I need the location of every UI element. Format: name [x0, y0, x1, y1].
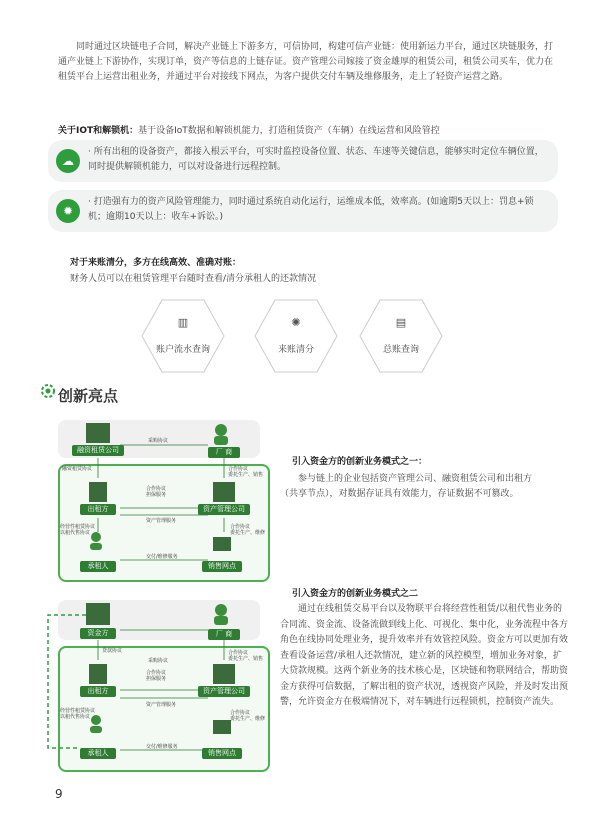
note-asset: 资产管理服务	[146, 518, 177, 524]
hex-label: 来账清分	[277, 345, 314, 355]
bar-chart-icon: ▥	[177, 316, 189, 329]
iot-line	[58, 124, 560, 139]
section-title: 创新亮点	[58, 387, 119, 405]
note-coop3: 合作协议 委托生产、维修	[230, 710, 266, 722]
node-outlet: 销售网点	[202, 748, 242, 759]
page-number: 9	[55, 787, 63, 801]
iot-text: 基于设备IoT数据和解锁机能力，打造租赁资产（车辆）在线运营和风险管控	[138, 126, 440, 136]
share-icon: ✺	[291, 316, 301, 329]
document-icon: ▤	[395, 316, 407, 329]
settlement-text: 财务人员可以在租赁管理平台随时查看/清分承租人的还款情况	[70, 274, 317, 284]
hex-settlement	[253, 298, 339, 374]
innovation-icon	[40, 383, 56, 399]
note-lease: 融资租赁协议	[62, 466, 93, 472]
note-delivery: 交付/维修服务	[146, 554, 178, 560]
node-lessor: 出租方	[80, 504, 116, 515]
business-diagram-2	[58, 600, 266, 770]
node-renter: 承租人	[80, 748, 116, 759]
gear-icon: ✹	[56, 199, 80, 223]
node-factory: 厂 商	[208, 629, 240, 640]
iot-title: 关于IOT和解锁机：	[58, 126, 139, 136]
note-asset: 资产管理服务	[146, 702, 177, 708]
feature-pill-2	[48, 190, 558, 232]
note-coop: 合作协议 担保服务	[146, 670, 167, 682]
note-coop3: 合作协议 委托生产、维修	[230, 524, 266, 536]
model2-text: 通过在线租赁交易平台以及物联平台将经营性租赁/以租代售业务的合同流、资金流、设备流做到线上化、可视化、集中化，业务流程中各方角色在线协同处理业务，提升效率并有效管控风险。资金方可以更加有效查看设备运营/承租人还款情况，建立新的风控模型，增加业务对象，扩大贷款规模。这两个新业务的技术核心是，区块链和物联网结合，帮助资金方获得可信数据，了解出租的资产状况，透视资产风险，并及时发出预警，允许资金方在极端情况下，对车辆进行远程锁机，控制资产流失。	[280, 604, 569, 707]
note-coop: 合作协议 担保服务	[146, 486, 167, 498]
node-factory: 厂 商	[208, 447, 240, 458]
node-asset-mgmt: 资产管理公司	[198, 504, 250, 515]
node-fund-provider: 资金方	[80, 628, 116, 639]
note-coop2: 合作协议 委托生产、销售	[228, 466, 264, 478]
node-finance-lease: 融资租赁公司	[72, 445, 124, 456]
note-delivery: 交付/维修服务	[146, 744, 178, 750]
hex-ledger	[358, 298, 444, 374]
node-lessor: 出租方	[80, 686, 116, 697]
note-coop2: 合作协议 委托生产、销售	[228, 650, 264, 662]
note-loan: 贷款协议	[102, 648, 123, 654]
cloud-icon: ☁	[56, 149, 80, 173]
pill-text: · 打造强有力的资产风险管理能力，同时通过系统自动化运行，运维成本低，效率高。(如逾期5天以上：罚息+锁机；逾期10天以上：收车+诉讼。)	[88, 197, 534, 222]
model1-text: 参与链上的企业包括资产管理公司、融资租赁公司和出租方（共享节点），对数据存证具有效能力，存证数据不可篡改。	[280, 474, 533, 499]
hex-label: 账户流水查询	[155, 345, 210, 355]
hex-label: 总账查询	[382, 345, 419, 355]
feature-pill-1	[48, 140, 558, 182]
model2-title: 引入资金方的创新业务模式之二	[292, 589, 419, 599]
intro-paragraph: 同时通过区块链电子合同，解决产业链上下游多方，可信协同，构建可信产业链：使用新运力平台，通过区块链服务，打通产业链上下游协作，实现订单，资产等信息的上链存证。资产管理公司嫁接了资金雄厚的租赁公司，租赁公司买车，优力在租赁平台上运营出租业务，并通过平台对接线下网点，为客户提供交付车辆及维修服务，走上了轻资产运营之路。	[58, 42, 554, 82]
node-asset-mgmt: 资产管理公司	[198, 686, 250, 697]
note-oplease: 经营性租赁协议 以租代售协议	[60, 524, 96, 536]
note-purchase: 采购协议	[148, 658, 169, 664]
business-diagram-1	[58, 420, 266, 580]
note-purchase: 采购协议	[148, 438, 169, 444]
pill-text: · 所有出租的设备资产，都接入根云平台，可实时监控设备位置、状态、车速等关键信息，能够实时定位车辆位置，同时提供解锁机能力，可以对设备进行远程控制。	[88, 147, 544, 172]
node-renter: 承租人	[80, 561, 116, 572]
hex-account-flow	[140, 298, 226, 374]
model1-title: 引入资金方的创新业务模式之一：	[292, 457, 428, 467]
node-outlet: 销售网点	[202, 561, 242, 572]
note-oplease: 经营性租赁协议 以租代售协议	[60, 708, 96, 720]
settlement-title: 对于来账清分，多方在线高效、准确对账：	[70, 258, 242, 268]
